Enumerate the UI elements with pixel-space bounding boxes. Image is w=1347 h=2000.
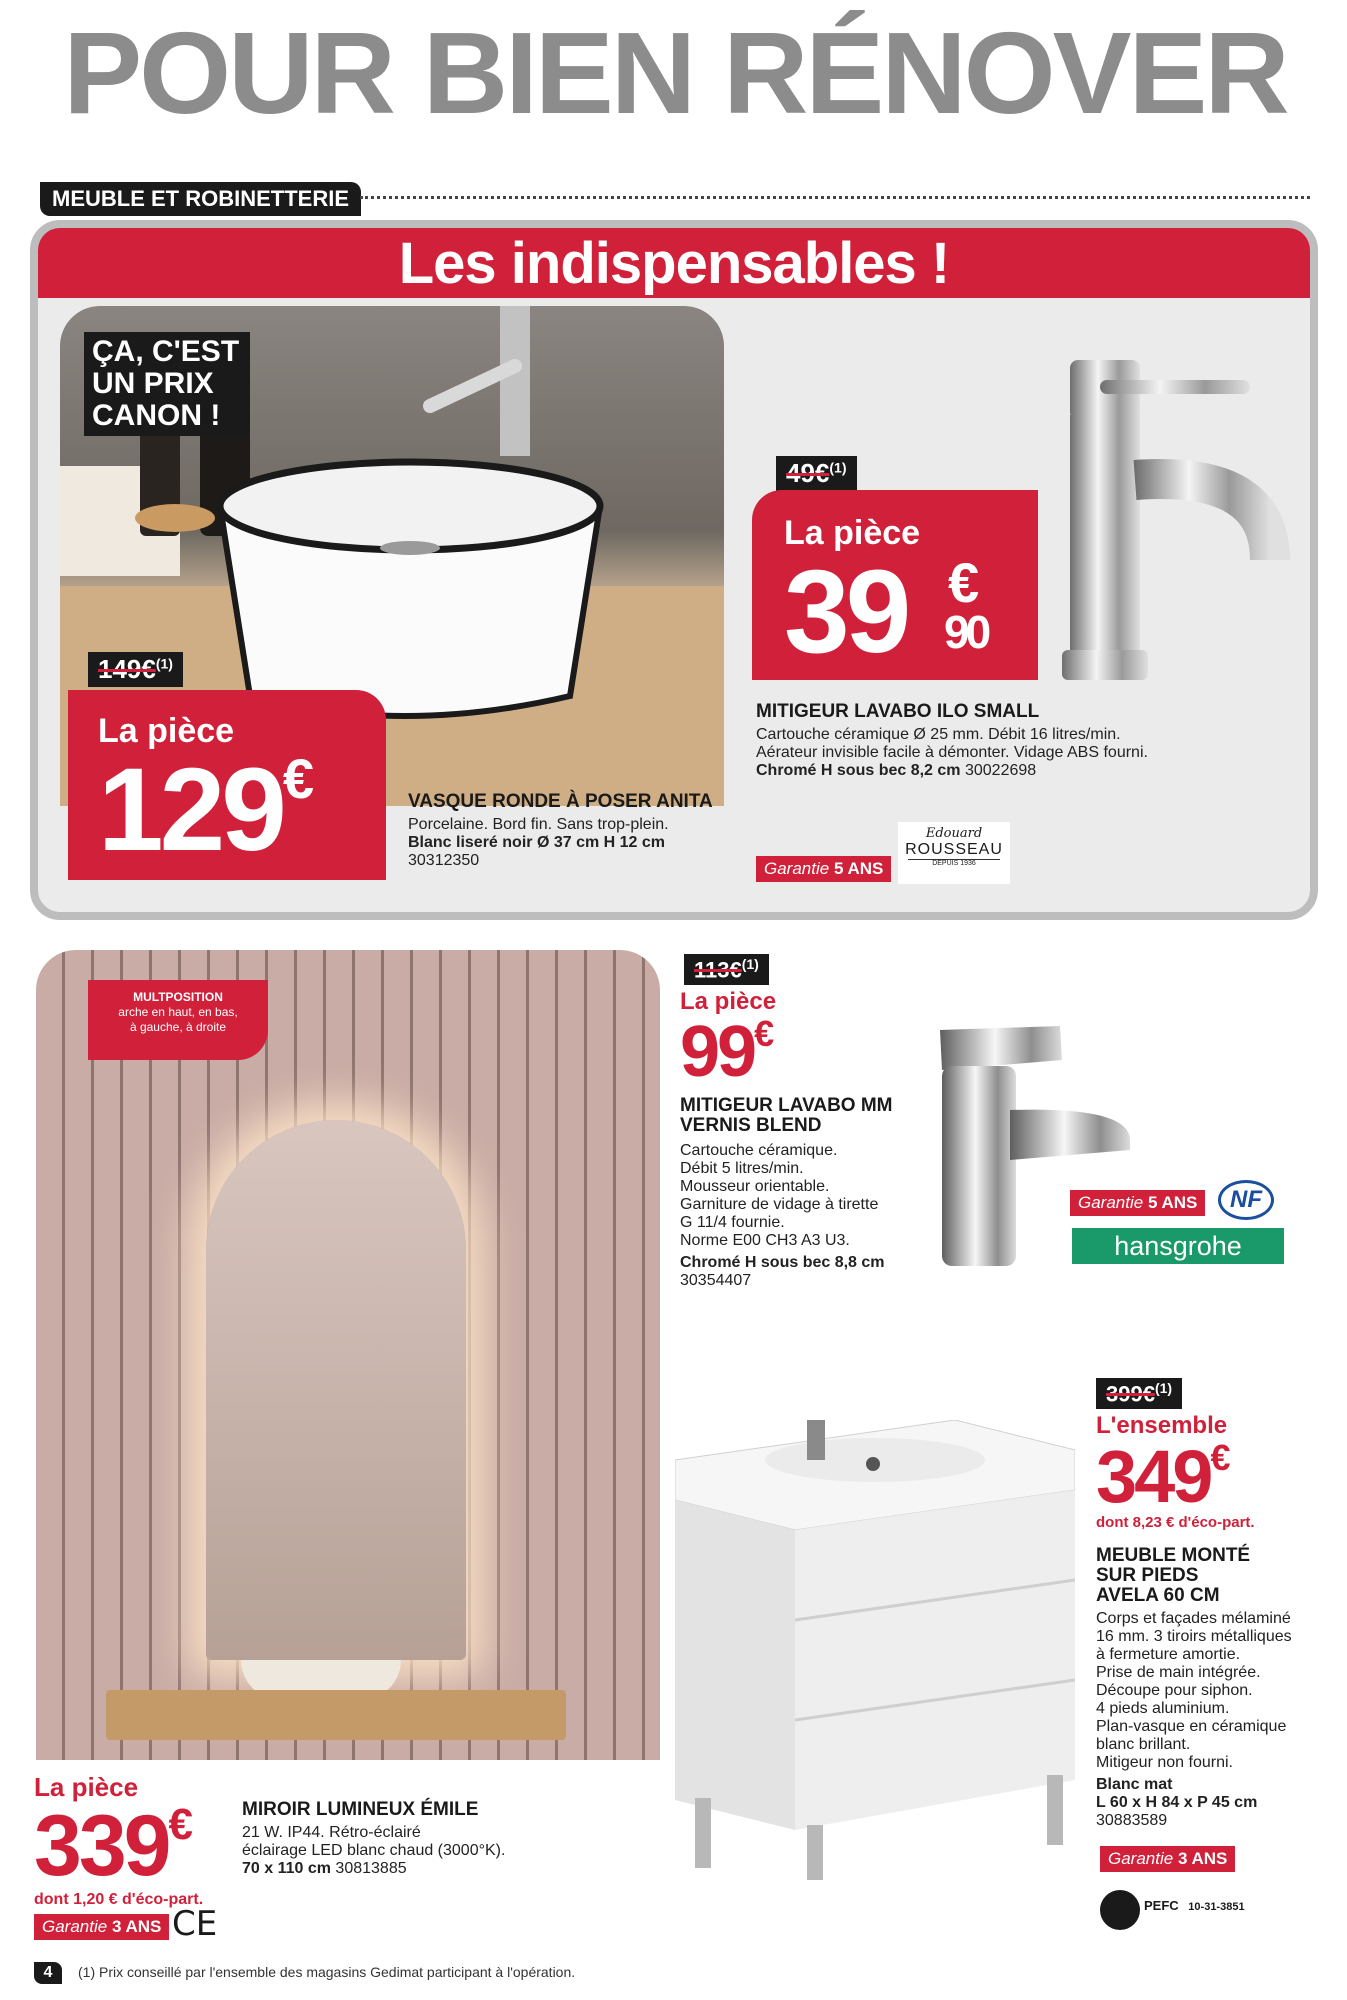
product-desc-line: G 11/4 fournie. [680, 1214, 785, 1231]
price-amount: 339 [34, 1798, 169, 1894]
garantie-years: 5 ANS [833, 859, 884, 878]
price-amount: 39 [784, 546, 908, 678]
product-desc-line: Corps et façades mélaminé [1096, 1610, 1291, 1627]
product-desc-1: Cartouche céramique Ø 25 mm. Débit 16 litres/min. [756, 726, 1121, 743]
pefc-label: PEFC [1144, 1898, 1179, 1913]
product-desc-line: Garniture de vidage à tirette [680, 1196, 879, 1213]
product-desc-line: 4 pieds aluminium. [1096, 1700, 1230, 1717]
garantie-prefix: Garantie [1078, 1193, 1144, 1212]
product-desc-2: Aérateur invisible facile à démonter. Vidage ABS fourni. [756, 744, 1148, 761]
badge-line-2: UN PRIX [92, 367, 214, 400]
price-currency: € [1210, 1437, 1228, 1478]
product-desc-line: Mitigeur non fourni. [1096, 1754, 1233, 1771]
nf-logo: NF [1218, 1180, 1274, 1220]
panel-title: Les indispensables ! [398, 231, 950, 296]
ilo-price-box [752, 490, 1038, 680]
eco-part: dont 1,20 € d'éco-part. [34, 1891, 204, 1908]
product-title-2: VERNIS BLEND [680, 1115, 822, 1136]
product-desc-line: à fermeture amortie. [1096, 1646, 1241, 1663]
multiposition-badge [88, 980, 268, 1060]
product-desc-2: éclairage LED blanc chaud (3000°K). [242, 1842, 506, 1859]
product-desc-line: blanc brillant. [1096, 1736, 1191, 1753]
price-amount: 349 [1096, 1435, 1211, 1518]
product-ref: 30312350 [408, 852, 480, 869]
product-desc-line: Découpe pour siphon. [1096, 1682, 1253, 1699]
meuble-details [1096, 1546, 1326, 1830]
miroir-price [34, 1772, 203, 1909]
price-cents: 90 [944, 606, 988, 658]
product-ref: 30813885 [335, 1860, 407, 1877]
old-price-amount: 149€ [98, 654, 156, 684]
product-title: MITIGEUR LAVABO ILO SMALL [756, 701, 1040, 722]
ce-mark: CE [172, 1904, 218, 1944]
section-tag: MEUBLE ET ROBINETTERIE [40, 182, 361, 216]
ilo-garantie-badge [756, 856, 891, 882]
eco-part: dont 8,23 € d'éco-part. [1096, 1514, 1255, 1531]
old-price-amount: 113€ [694, 957, 742, 983]
brand-sub: DEPUIS 1936 [908, 859, 1000, 867]
product-desc-line: Débit 5 litres/min. [680, 1160, 804, 1177]
miroir-photo [36, 950, 660, 1760]
product-desc-line: Cartouche céramique. [680, 1142, 838, 1159]
product-title-2: SUR PIEDS [1096, 1565, 1199, 1586]
miroir-details [242, 1800, 672, 1878]
ilo-old-price [776, 456, 857, 491]
price-currency: € [168, 1800, 190, 1849]
price-label: La pièce [34, 1772, 139, 1802]
mm-old-price [684, 954, 769, 985]
price-amount: 129 [98, 744, 283, 876]
hansgrohe-logo: hansgrohe [1072, 1228, 1284, 1264]
product-desc: Porcelaine. Bord fin. Sans trop-plein. [408, 816, 669, 833]
section-divider [360, 196, 1310, 199]
old-price-amount: 49€ [786, 458, 830, 488]
mm-details [680, 1096, 950, 1290]
old-price-amount: 399€ [1106, 1381, 1155, 1407]
rousseau-logo [898, 822, 1010, 884]
footnote: (1) Prix conseillé par l'ensemble des magasins Gedimat participant à l'opération. [78, 1964, 576, 1980]
product-dims: Chromé H sous bec 8,2 cm [756, 762, 961, 779]
old-price-note: (1) [155, 655, 173, 672]
price-label: La pièce [680, 988, 777, 1015]
mm-price [680, 988, 777, 1092]
garantie-prefix: Garantie [764, 859, 830, 878]
product-ref: 30354407 [680, 1272, 752, 1289]
garantie-prefix: Garantie [1108, 1849, 1174, 1868]
product-dims: L 60 x H 84 x P 45 cm [1096, 1794, 1258, 1811]
page-headline: POUR BIEN RÉNOVER [63, 8, 1287, 138]
price-amount: 99 [680, 1012, 755, 1092]
multiposition-title: MULTPOSITION [133, 990, 223, 1004]
meuble-price [1096, 1412, 1255, 1531]
mirror-arch [206, 1120, 466, 1660]
prix-canon-badge [84, 332, 250, 436]
product-title-1: MITIGEUR LAVABO MM [680, 1095, 893, 1116]
multiposition-line-1: arche en haut, en bas, [118, 1005, 238, 1019]
old-price-note: (1) [1154, 1380, 1173, 1396]
price-label: L'ensemble [1096, 1412, 1228, 1439]
product-title: MIROIR LUMINEUX ÉMILE [242, 1799, 479, 1820]
product-desc-line: 16 mm. 3 tiroirs métalliques [1096, 1628, 1292, 1645]
pefc-tree-icon [1100, 1890, 1140, 1930]
product-desc-line: Plan-vasque en céramique [1096, 1718, 1287, 1735]
pefc-logo [1144, 1898, 1245, 1913]
multiposition-line-2: à gauche, à droite [129, 1020, 227, 1034]
vasque-old-price [88, 652, 183, 687]
product-title: VASQUE RONDE À POSER ANITA [408, 791, 713, 812]
product-title-3: AVELA 60 CM [1096, 1585, 1220, 1606]
product-ref: 30022698 [964, 762, 1037, 779]
brand-name: ROUSSEAU [905, 841, 1003, 858]
product-title-1: MEUBLE MONTÉ [1096, 1545, 1251, 1566]
price-currency: € [282, 747, 311, 810]
product-ref: 30883589 [1096, 1812, 1168, 1829]
badge-line-3: CANON ! [92, 399, 221, 432]
product-dims: Blanc liseré noir Ø 37 cm H 12 cm [408, 834, 666, 851]
vasque-price-box [68, 690, 386, 880]
old-price-note: (1) [829, 459, 847, 476]
ilo-faucet-image [1040, 360, 1300, 690]
mm-garantie-badge [1070, 1190, 1205, 1216]
badge-line-1: ÇA, C'EST [92, 335, 240, 368]
garantie-years: 3 ANS [1177, 1849, 1228, 1868]
pefc-code: 10-31-3851 [1188, 1901, 1245, 1913]
garantie-years: 5 ANS [1147, 1193, 1198, 1212]
miroir-garantie-badge [34, 1914, 169, 1940]
garantie-years: 3 ANS [111, 1917, 162, 1936]
price-currency: € [948, 551, 976, 614]
product-desc-line: Norme E00 CH3 A3 U3. [680, 1232, 850, 1249]
price-currency: € [754, 1013, 772, 1054]
garantie-prefix: Garantie [42, 1917, 108, 1936]
meuble-avela-image [675, 1420, 1075, 1880]
brand-script: Edouard [925, 826, 983, 841]
old-price-note: (1) [741, 956, 759, 972]
meuble-old-price [1096, 1378, 1182, 1409]
product-desc-line: Mousseur orientable. [680, 1178, 830, 1195]
page-number: 4 [34, 1962, 62, 1984]
product-desc-line: Prise de main intégrée. [1096, 1664, 1261, 1681]
product-color: Blanc mat [1096, 1776, 1173, 1793]
price-label: La pièce [784, 514, 921, 552]
meuble-garantie-badge [1100, 1846, 1235, 1872]
mirror-shelf [106, 1690, 566, 1740]
product-dims: Chromé H sous bec 8,8 cm [680, 1254, 885, 1271]
ilo-details [756, 702, 1276, 780]
price-label: La pièce [98, 712, 235, 750]
product-dims: 70 x 110 cm [242, 1860, 331, 1877]
product-desc-1: 21 W. IP44. Rétro-éclairé [242, 1824, 421, 1841]
vasque-details [408, 792, 738, 870]
